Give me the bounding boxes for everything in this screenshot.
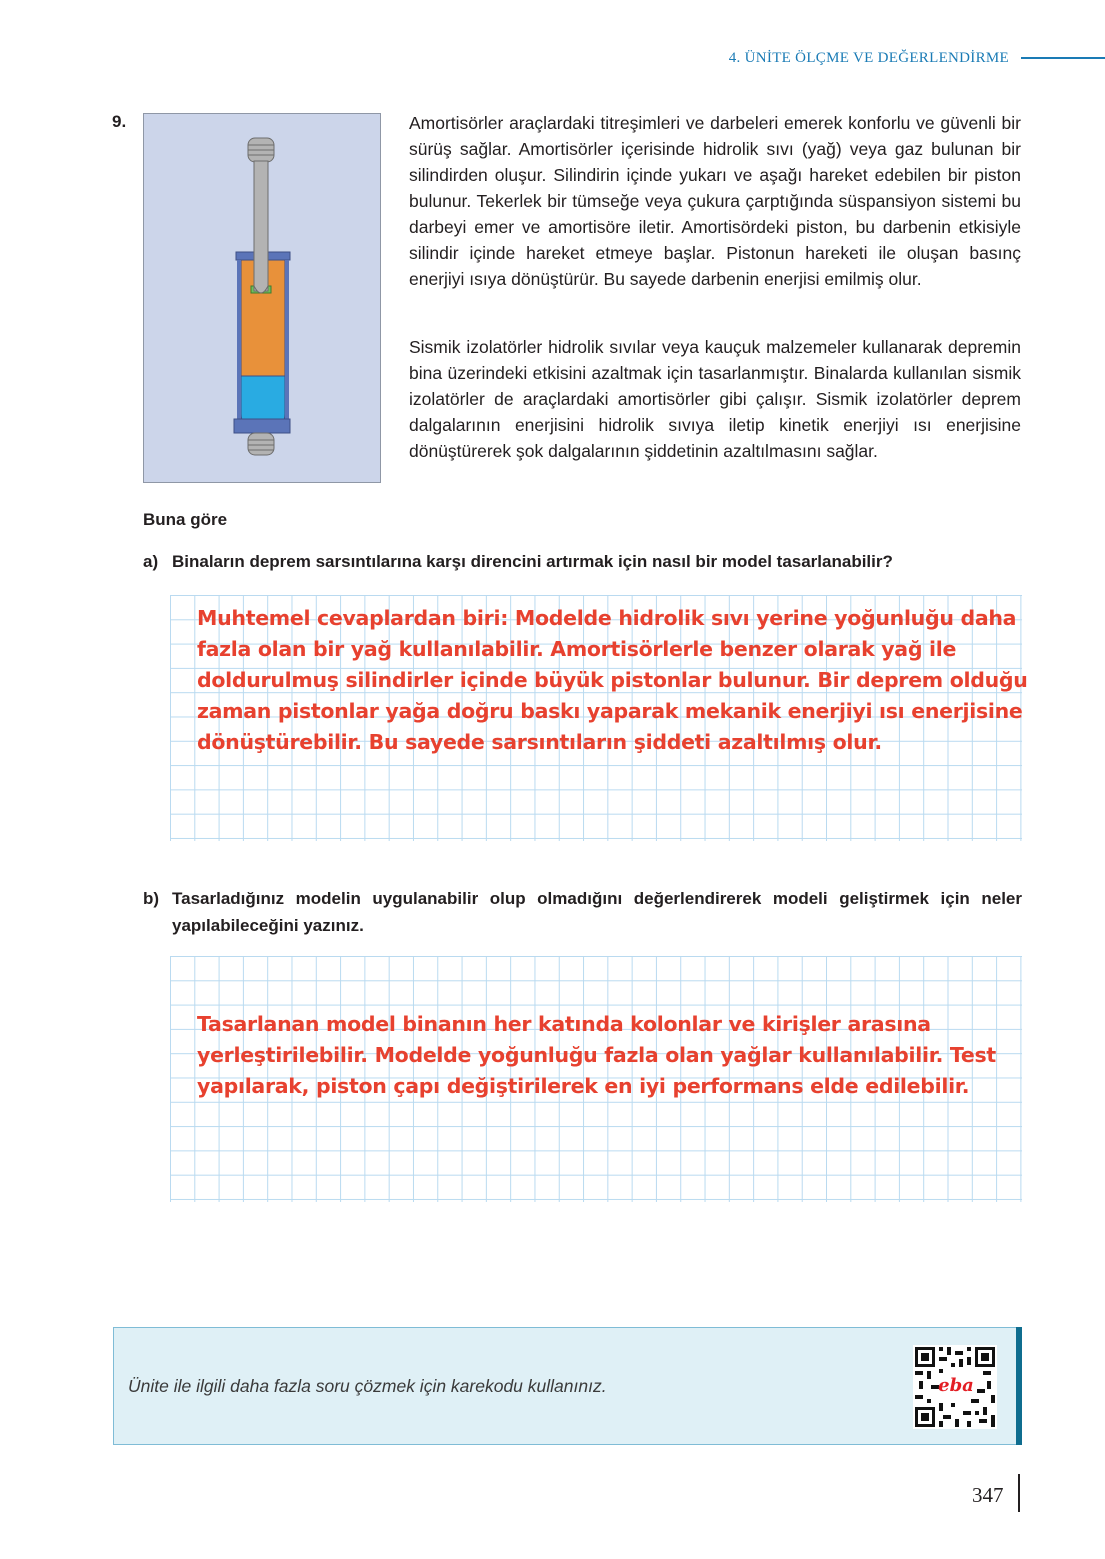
running-header xyxy=(729,46,1105,70)
shock-absorber-illustration xyxy=(143,113,381,483)
shock-absorber-icon xyxy=(144,114,380,482)
eba-logo: eba xyxy=(938,1375,974,1396)
info-box xyxy=(113,1327,1020,1445)
part-b-label: b) xyxy=(143,889,160,908)
info-box-accent-bar xyxy=(1016,1327,1022,1445)
page-number-rule xyxy=(1018,1474,1020,1512)
page-number: 347 xyxy=(972,1483,1004,1507)
question-number: 9. xyxy=(112,112,127,131)
header-rule xyxy=(1021,57,1105,59)
qr-code-icon[interactable] xyxy=(913,1345,997,1429)
paragraph-seismic-isolators: Sismik izolatörler hidrolik sıvılar veya kauçuk malzemeler kullanarak depremin bina üzerindeki etkisini azaltmak için tasarlanmıştır. Binalarda kullanılan sismik izolatörler de araçlardaki amortisörler gibi çalışır. Sismik izolatörler deprem dalgalarının enerjisini hidrolik sıvıya iletip kinetik enerjiyi ısı enerjisine dönüştürerek şok dalgalarının şiddetinin azaltılmasını sağlar. xyxy=(409,337,1021,461)
paragraph-shock-absorbers: Amortisörler araçlardaki titreşimleri ve darbeleri emerek konforlu ve güvenli bir sürüş sağlar. Amortisörler içerisinde hidrolik sıvı (yağ) veya gaz bulunan bir silindirden oluşur. Silindirin içinde yukarı ve aşağı hareket edebilen bir piston bulunur. Tekerlek bir tümseğe veya çukura çarptığında süspansiyon sistemi bu darbeyi emer ve amortisöre iletir. Amortisördeki piston, bu darbenin etkisiyle silindir içinde hareket etmeye başlar. Pistonun hareketi ile oluşan basınç enerjiyi ısıya dönüştürür. Bu sayede darbenin enerjisi emilmiş olur. xyxy=(409,113,1021,289)
part-a-label: a) xyxy=(143,552,159,571)
part-b-question: Tasarladığınız modelin uygulanabilir olup olmadığını değerlendirerek modeli geliştirmek için neler yapılabileceğini yazınız. xyxy=(172,889,1022,935)
question-lead: Buna göre xyxy=(143,510,228,529)
part-a-question: Binaların deprem sarsıntılarına karşı direncini artırmak için nasıl bir model tasarlanabilir? xyxy=(172,552,893,571)
info-text: Ünite ile ilgili daha fazla soru çözmek için karekodu kullanınız. xyxy=(128,1376,607,1396)
unit-title: 4. ÜNİTE ÖLÇME VE DEĞERLENDİRME xyxy=(728,49,1009,66)
answer-a: Muhtemel cevaplardan biri: Modelde hidrolik sıvı yerine yoğunluğu daha fazla olan bir yağ kullanılabilir. Amortisörlerle benzer olarak yağ ile doldurulmuş silindirler içinde büyük pistonlar bulunur. Bir deprem olduğu zaman pistonlar yağa doğru baskı yaparak mekanik enerjiyi ısı enerjisine dönüştürebilir. Bu sayede sarsıntıların şiddeti azaltılmış olur. xyxy=(197,606,1028,754)
answer-b: Tasarlanan model binanın her katında kolonlar ve kirişler arasına yerleştirilebilir. Modelde yoğunluğu fazla olan yağlar kullanılabilir. Test yapılarak, piston çapı değiştirilerek en iyi performans elde edilebilir. xyxy=(197,1012,996,1098)
